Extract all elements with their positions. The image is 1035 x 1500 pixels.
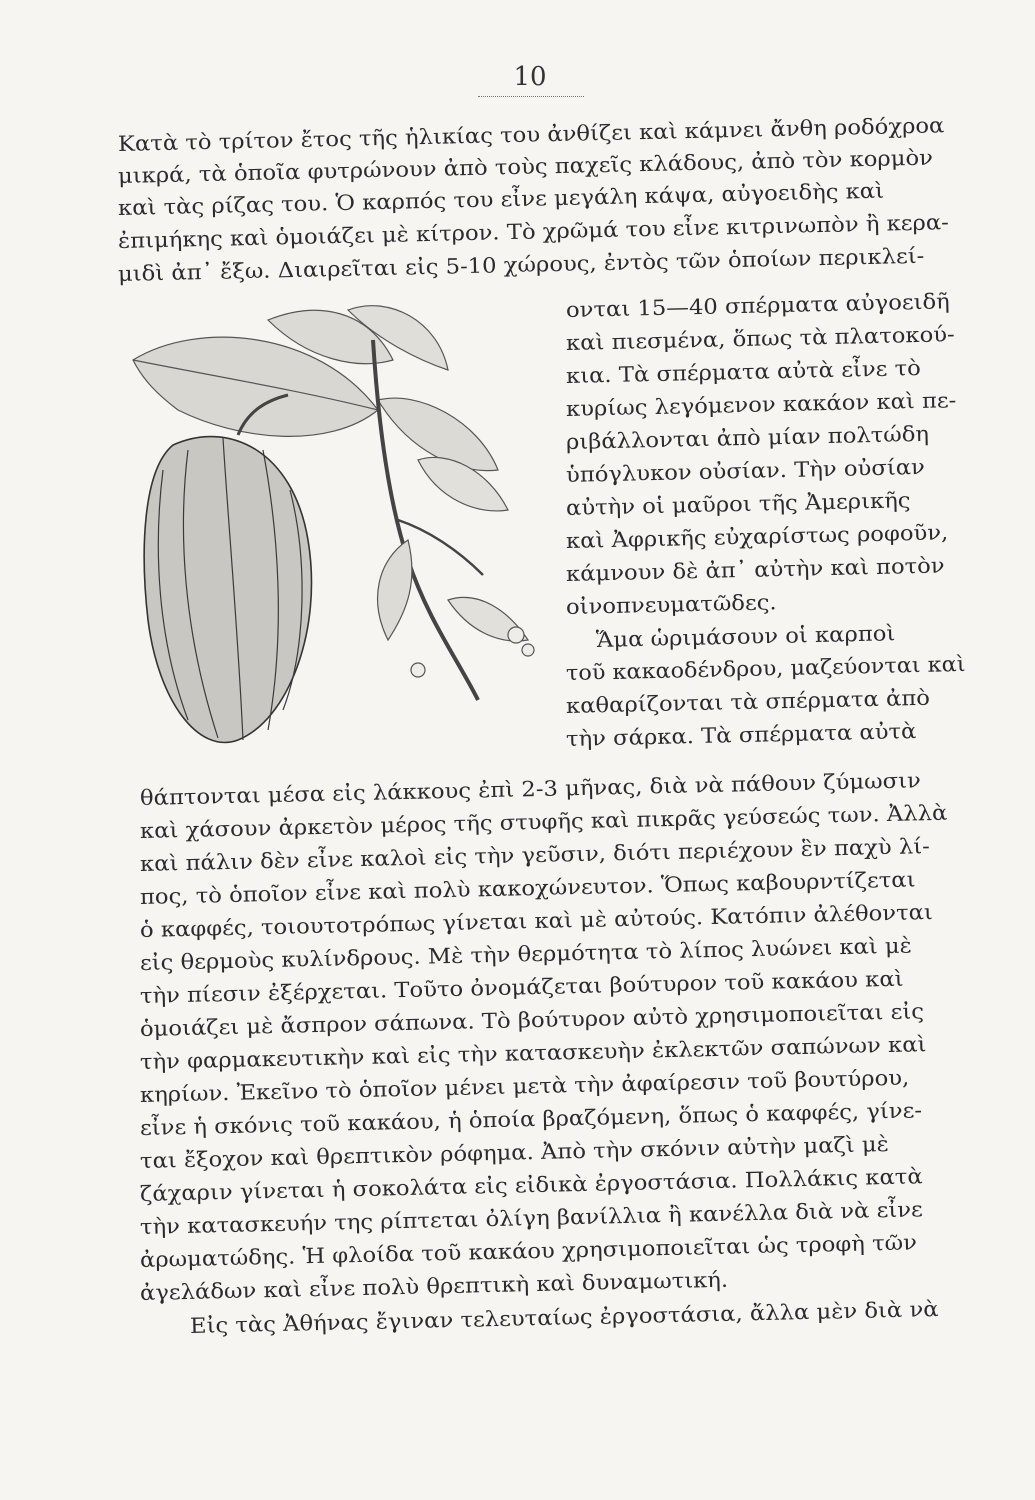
text-line-bottom-8: ὁμοιάζει μὲ ἄσπρον σάπωνα. Τὸ βούτυρον αὐτὸ χρησιμοποιεῖται εἰς (139, 999, 925, 1041)
cacao-branch-engraving-icon (118, 300, 558, 785)
text-line-side-13: καθαρίζονται τὰ σπέρματα ἀπὸ (565, 685, 931, 718)
text-line-side-5: ριβάλλονται ἀπὸ μίαν πολτώδη (565, 421, 930, 454)
text-line-bottom-5: ὁ καφφές, τοιουτοτρόπως γίνεται καὶ μὲ αὐτούς. Κατόπιν ἀλέθονται (139, 900, 934, 942)
text-line-bottom-15: ἀρωματώδης. Ἡ φλοίδα τοῦ κακάου χρησιμοποιεῖται ὡς τροφὴ τῶν (139, 1230, 918, 1272)
text-line-bottom-9: τὴν φαρμακευτικὴν καὶ εἰς τὴν κατασκευὴν ἐκλεκτῶν σαπώνων καὶ (139, 1032, 927, 1074)
text-line-bottom-3: καὶ πάλιν δὲν εἶνε καλοὶ εἰς τὴν γεῦσιν, διότι περιέχουν ἓν παχὺ λί- (139, 834, 931, 876)
text-line-top-5: μιδὶ ἀπ᾽ ἔξω. Διαιρεῖται εἰς 5-10 χώρους, ἐντὸς τῶν ὁποίων περικλεί- (117, 243, 925, 286)
text-line-top-2: μικρά, τὰ ὁποῖα φυτρώνουν ἀπὸ τοὺς παχεῖς κλάδους, ἀπὸ τὸν κορμὸν (117, 145, 934, 188)
text-line-side-6: ὑπόγλυκον οὐσίαν. Τὴν οὐσίαν (565, 454, 926, 487)
text-line-bottom-1: θάπτονται μέσα εἰς λάκκους ἐπὶ 2-3 μῆνας, διὰ νὰ πάθουν ζύμωσιν (139, 768, 921, 810)
text-line-side-8: καὶ Ἀφρικῆς εὐχαρίστως ροφοῦν, (565, 520, 949, 553)
text-line-bottom-7: τὴν πίεσιν ἐξέρχεται. Τοῦτο ὀνομάζεται βούτυρον τοῦ κακάου καὶ (139, 966, 904, 1008)
text-line-top-3: καὶ τὰς ρίζας του. Ὁ καρπός του εἶνε μεγάλη κάψα, αὐγοειδὴς καὶ (117, 178, 885, 220)
text-line-side-9: κάμνουν δὲ ἀπ᾽ αὐτὴν καὶ ποτὸν (565, 553, 945, 586)
text-line-side-11: Ἅμα ὡριμάσουν οἱ καρποὶ (595, 621, 896, 652)
text-line-side-3: κια. Τὰ σπέρματα αὐτὰ εἶνε τὸ (565, 355, 922, 388)
text-line-side-4: κυρίως λεγόμενον κακάον καὶ πε- (565, 388, 957, 421)
text-line-side-12: τοῦ κακαοδένδρου, μαζεύονται καὶ (565, 651, 966, 685)
text-line-side-7: αὐτὴν οἱ μαῦροι τῆς Ἀμερικῆς (565, 488, 911, 520)
text-line-bottom-13: ζάχαριν γίνεται ἡ σοκολάτα εἰς εἰδικὰ ἐργοστάσια. Πολλάκις κατὰ (139, 1164, 923, 1206)
text-line-bottom-16: ἀγελάδων καὶ εἶνε πολὺ θρεπτικὴ καὶ δυναμωτική. (139, 1267, 729, 1305)
page-number-rule (478, 96, 584, 97)
text-line-bottom-14: τὴν κατασκευήν της ρίπτεται ὀλίγη βανίλλια ἢ κανέλλα διὰ νὰ εἶνε (139, 1197, 923, 1239)
page-number: 10 (513, 62, 547, 92)
text-line-bottom-10: κηρίων. Ἐκεῖνο τὸ ὁποῖον μένει μετὰ τὴν ἀφαίρεσιν τοῦ βουτύρου, (139, 1065, 910, 1107)
text-line-top-4: ἐπιμήκης καὶ ὁμοιάζει μὲ κίτρον. Τὸ χρῶμά του εἶνε κιτρινωπὸν ἢ κερα- (117, 210, 950, 253)
text-line-side-2: καὶ πιεσμένα, ὅπως τὰ πλατοκού- (565, 322, 955, 355)
text-line-side-14: τὴν σάρκα. Τὰ σπέρματα αὐτὰ (565, 719, 917, 751)
text-line-bottom-17: Εἰς τὰς Ἀθήνας ἔγιναν τελευταίως ἐργοστάσια, ἄλλα μὲν διὰ νὰ (189, 1297, 939, 1338)
text-line-bottom-6: εἰς θερμοὺς κυλίνδρους. Μὲ τὴν θερμότητα τὸ λίπος λυώνει καὶ μὲ (139, 933, 913, 975)
text-line-bottom-12: ται ἔξοχον καὶ θρεπτικὸν ρόφημα. Ἀπὸ τὴν σκόνιν αὐτὴν μαζὶ μὲ (139, 1132, 890, 1173)
text-line-top-1: Κατὰ τὸ τρίτον ἔτος τῆς ἡλικίας του ἀνθίζει καὶ κάμνει ἄνθη ροδόχροα (117, 113, 945, 156)
text-line-bottom-11: εἶνε ἡ σκόνις τοῦ κακάου, ἡ ὁποία βραζόμενη, ὅπως ὁ καφφές, γίνε- (139, 1098, 923, 1140)
text-line-side-10: οἰνοπνευματῶδες. (565, 590, 777, 619)
text-line-side-1: ονται 15—40 σπέρματα αὐγοειδῆ (565, 289, 950, 322)
text-line-bottom-2: καὶ χάσουν ἀρκετὸν μέρος τῆς στυφῆς καὶ πικρᾶς γεύσεώς των. Ἀλλὰ (139, 800, 948, 843)
text-line-bottom-4: πος, τὸ ὁποῖον εἶνε καὶ πολὺ κακοχώνευτον. Ὅπως καβουρντίζεται (139, 867, 916, 909)
